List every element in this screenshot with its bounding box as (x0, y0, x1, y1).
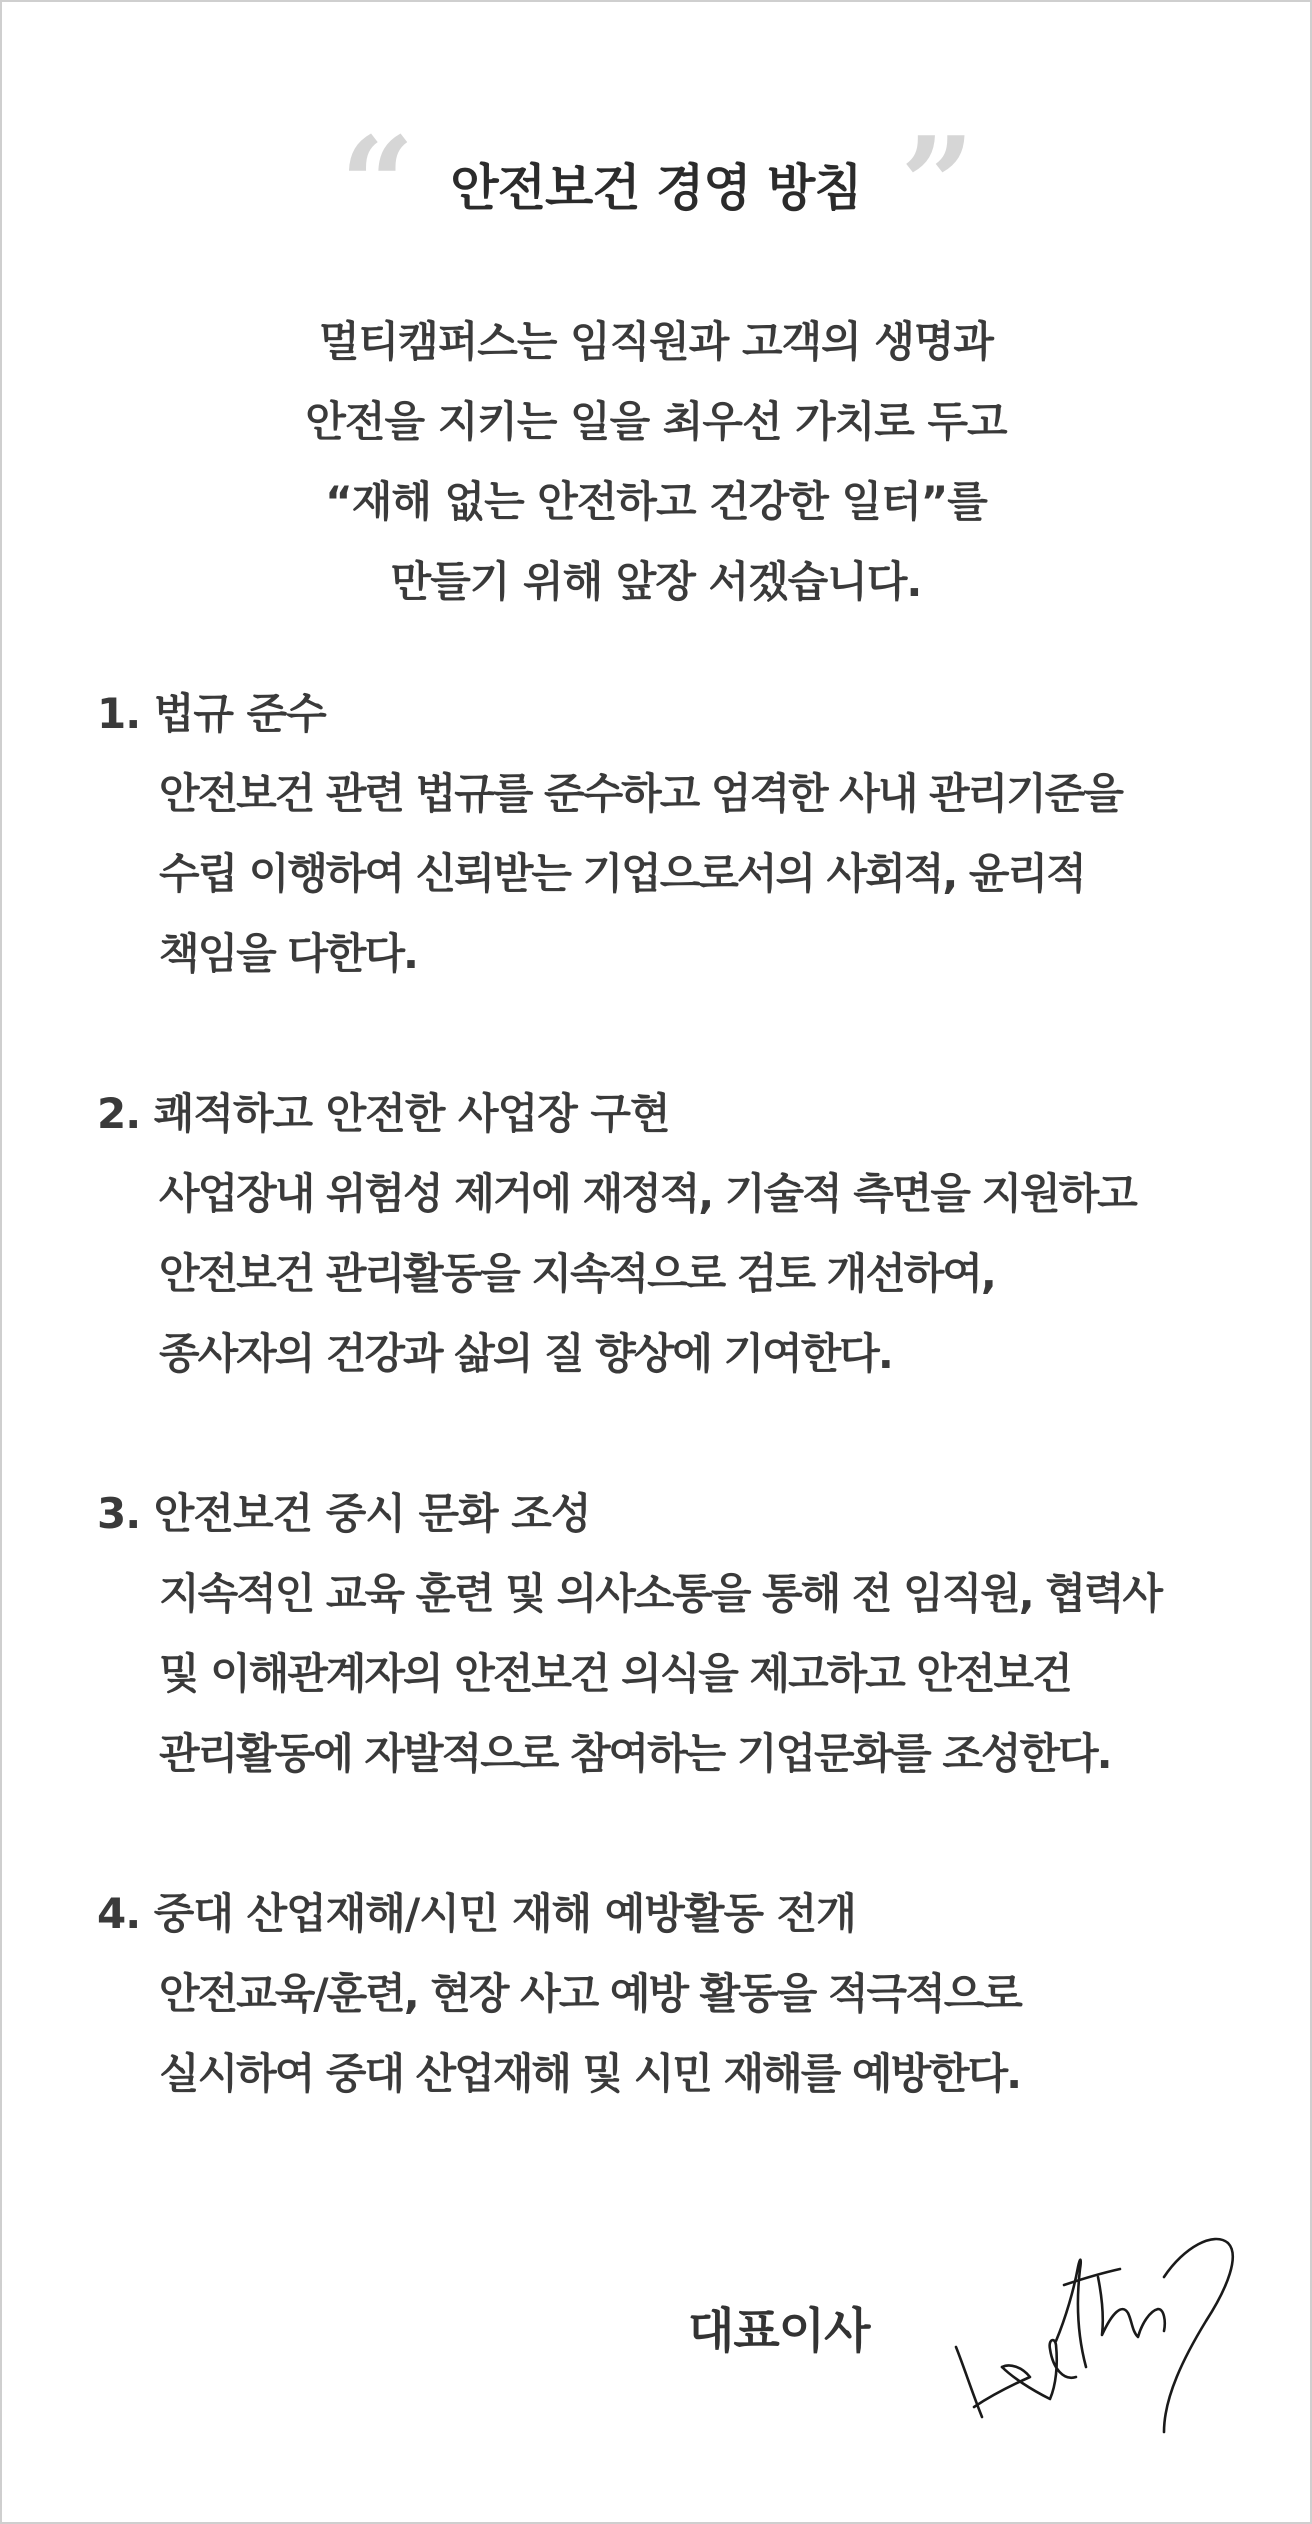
policy-section-1 (97, 674, 1247, 994)
section-body (97, 1954, 1247, 2114)
section-line: 수립 이행하여 신뢰받는 기업으로서의 사회적, 윤리적 (159, 849, 1085, 898)
intro-line: 멀티캠퍼스는 임직원과 고객의 생명과 (318, 317, 994, 366)
section-heading: 1. 법규 준수 (97, 689, 326, 738)
intro-paragraph (2, 302, 1310, 622)
section-line: 책임을 다한다. (159, 929, 418, 978)
section-line: 종사자의 건강과 삶의 질 향상에 기여한다. (159, 1329, 892, 1378)
section-line: 안전교육/훈련, 현장 사고 예방 활동을 적극적으로 (159, 1969, 1021, 2018)
section-line: 안전보건 관리활동을 지속적으로 검토 개선하여, (159, 1249, 995, 1298)
intro-line: 안전을 지키는 일을 최우선 가치로 두고 (305, 397, 1007, 446)
section-body (97, 1554, 1247, 1794)
page-title: 안전보건 경영 방침 (450, 159, 862, 217)
policy-section-4 (97, 1874, 1247, 2114)
section-line: 지속적인 교육 훈련 및 의사소통을 통해 전 임직원, 협력사 (159, 1569, 1162, 1618)
section-heading: 2. 쾌적하고 안전한 사업장 구현 (97, 1089, 670, 1138)
title-row (2, 108, 1310, 261)
section-line: 관리활동에 자발적으로 참여하는 기업문화를 조성한다. (159, 1729, 1111, 1778)
section-heading: 3. 안전보건 중시 문화 조성 (97, 1489, 591, 1538)
section-heading: 4. 중대 산업재해/시민 재해 예방활동 전개 (97, 1889, 856, 1938)
section-body (97, 754, 1247, 994)
intro-line: “재해 없는 안전하고 건강한 일터”를 (325, 477, 987, 526)
policy-section-2 (97, 1074, 1247, 1394)
section-line: 사업장내 위험성 제거에 재정적, 기술적 측면을 지원하고 (159, 1169, 1136, 1218)
open-quote-icon: “ (340, 108, 415, 261)
section-body (97, 1154, 1247, 1394)
signature-block (2, 2217, 1310, 2447)
close-quote-icon: ” (900, 108, 975, 261)
section-line: 실시하여 중대 산업재해 및 시민 재해를 예방한다. (159, 2049, 1021, 2098)
handwritten-signature-icon (952, 2217, 1237, 2447)
intro-line: 만들기 위해 앞장 서겠습니다. (390, 557, 922, 606)
ceo-title: 대표이사 (688, 2303, 870, 2359)
section-line: 안전보건 관련 법규를 준수하고 엄격한 사내 관리기준을 (159, 769, 1122, 818)
section-line: 및 이해관계자의 안전보건 의식을 제고하고 안전보건 (159, 1649, 1071, 1698)
policy-section-3 (97, 1474, 1247, 1794)
